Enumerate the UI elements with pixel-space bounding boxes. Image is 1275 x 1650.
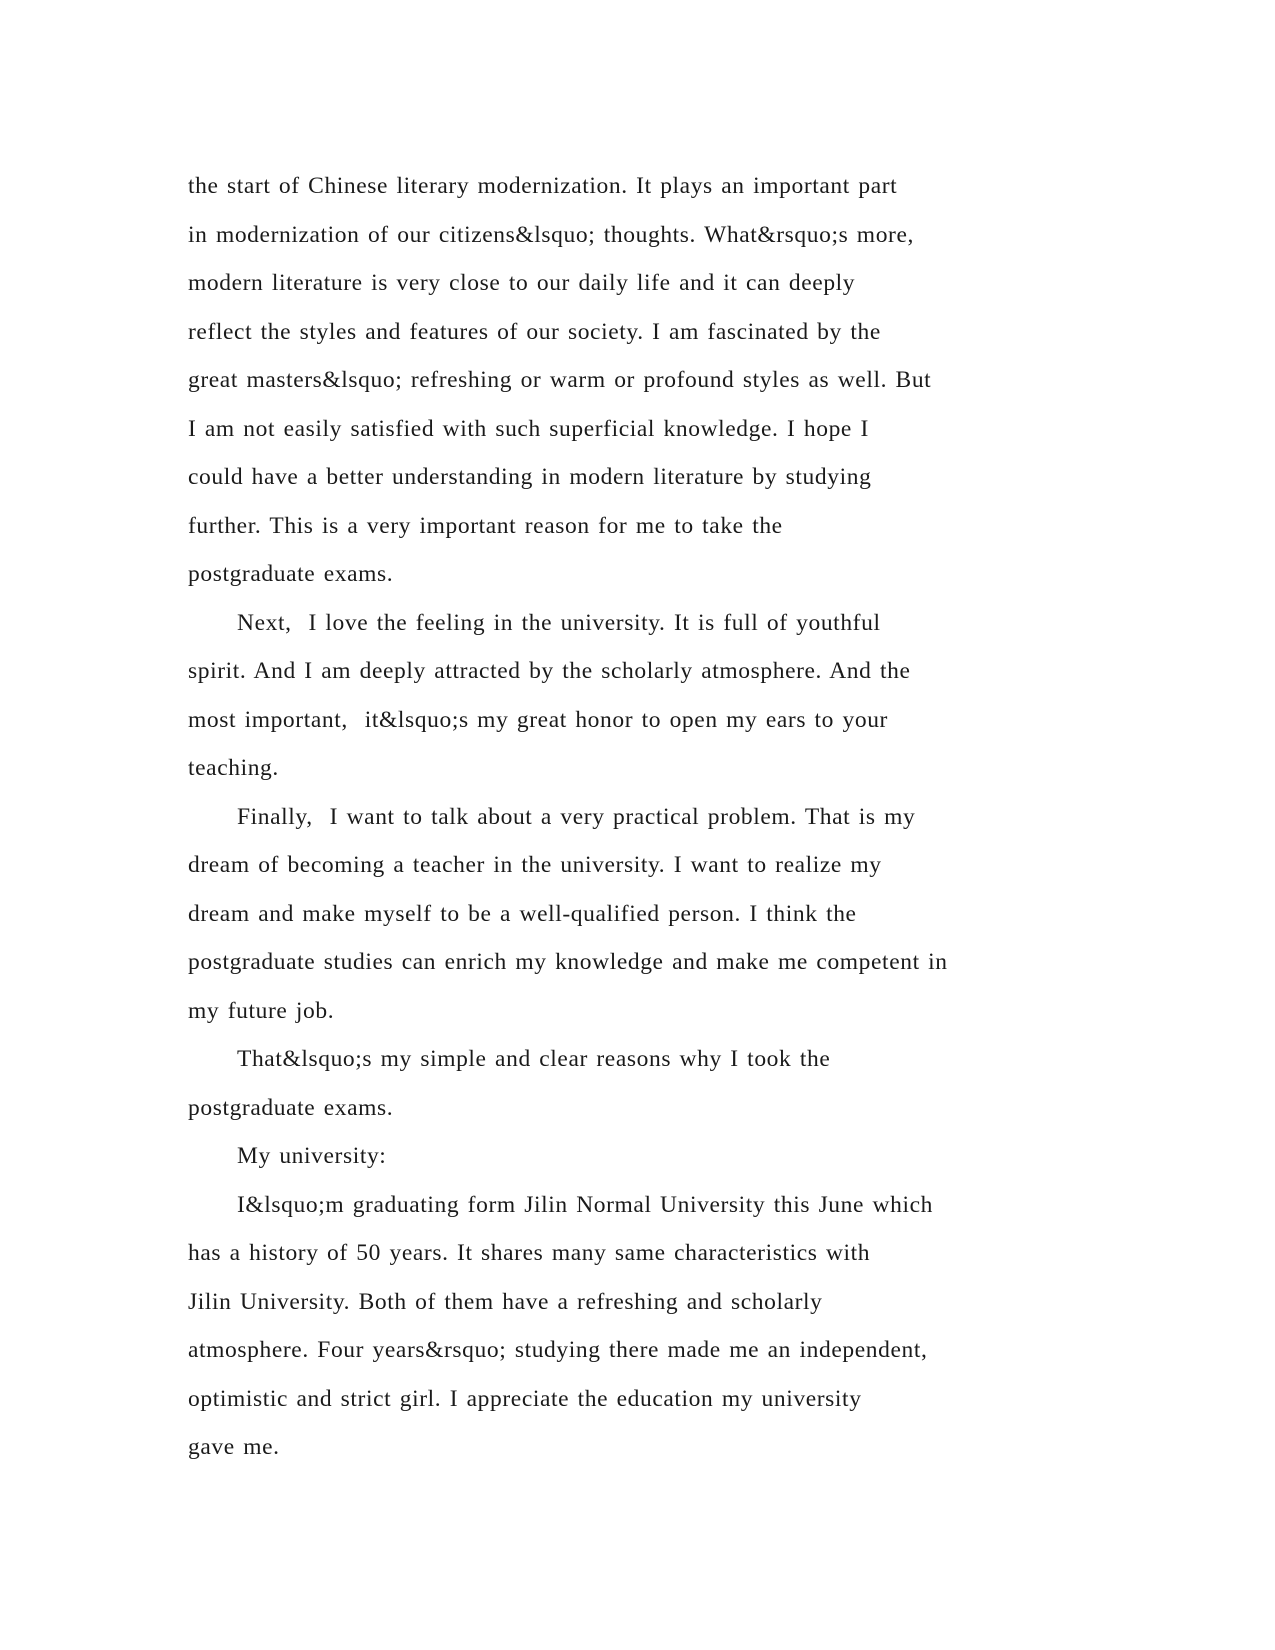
paragraph-first-line: Next, I love the feeling in the university. It is full of youthful — [237, 609, 881, 636]
text-line: postgraduate exams. — [188, 1094, 394, 1121]
text-line: dream and make myself to be a well-qualified person. I think the — [188, 900, 857, 927]
text-line: postgraduate exams. — [188, 561, 394, 587]
text-line: modern literature is very close to our daily life and it can deeply — [188, 270, 856, 296]
section-heading: My university: — [237, 1143, 387, 1169]
text-line: optimistic and strict girl. I appreciate the education my university — [188, 1385, 862, 1412]
text-line: further. This is a very important reason for me to take the — [188, 512, 783, 539]
text-line: great masters&lsquo; refreshing or warm or profound styles as well. But — [188, 367, 932, 393]
text-line: spirit. And I am deeply attracted by the scholarly atmosphere. And the — [188, 658, 911, 684]
text-line: postgraduate studies can enrich my knowledge and make me competent in — [188, 949, 948, 975]
text-line: in modernization of our citizens&lsquo; thoughts. What&rsquo;s more, — [188, 221, 914, 248]
text-line: my future job. — [188, 997, 335, 1024]
text-line: most important, it&lsquo;s my great honor to open my ears to your — [188, 706, 888, 733]
document-body — [188, 162, 1088, 1472]
text-line: dream of becoming a teacher in the university. I want to realize my — [188, 852, 882, 878]
text-line: the start of Chinese literary modernization. It plays an important part — [188, 173, 898, 199]
text-line: atmosphere. Four years&rsquo; studying there made me an independent, — [188, 1337, 928, 1363]
text-line: gave me. — [188, 1434, 280, 1460]
text-line: reflect the styles and features of our society. I am fascinated by the — [188, 318, 881, 345]
paragraph-first-line: I&lsquo;m graduating form Jilin Normal University this June which — [237, 1191, 933, 1218]
text-line: has a history of 50 years. It shares many same characteristics with — [188, 1240, 871, 1266]
text-line: teaching. — [188, 755, 279, 781]
paragraph-first-line: Finally, I want to talk about a very practical problem. That is my — [237, 803, 916, 830]
text-line: I am not easily satisfied with such superficial knowledge. I hope I — [188, 415, 869, 442]
paragraph-first-line: That&lsquo;s my simple and clear reasons why I took the — [237, 1046, 831, 1072]
text-line: could have a better understanding in modern literature by studying — [188, 464, 872, 490]
text-line: Jilin University. Both of them have a refreshing and scholarly — [188, 1288, 823, 1315]
